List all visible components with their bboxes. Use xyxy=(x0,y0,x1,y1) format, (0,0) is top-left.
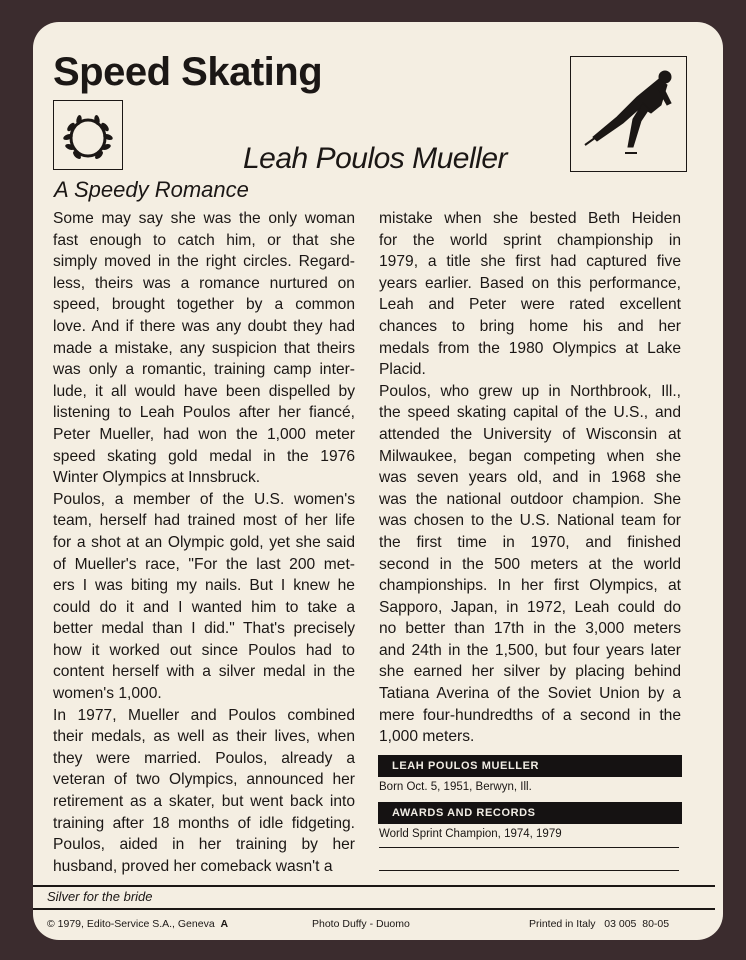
text-line: love. And if there was any doubt they had xyxy=(53,317,355,335)
text-line: their medals, as well as their lives, when xyxy=(53,728,355,746)
text-line: years earlier. Based on this performance, xyxy=(379,274,681,292)
text-line: Some may say she was the only woman xyxy=(53,210,355,227)
text-line: second in the 500 meters at the world xyxy=(379,555,681,573)
text-line: she earned her silver by placing behind xyxy=(379,663,681,681)
left-column-text xyxy=(53,208,355,877)
text-line: Poulos, who grew up in Northbrook, Ill., xyxy=(379,382,681,400)
text-line: was chosen to the U.S. National team for xyxy=(379,512,681,530)
text-line: for a shot at an Olympic gold, yet she said xyxy=(53,533,355,551)
trading-card xyxy=(33,22,723,940)
awards-heading: AWARDS AND RECORDS xyxy=(378,802,682,824)
photo-credit: Photo Duffy - Duomo xyxy=(312,918,410,930)
text-line: was the national outdoor champion. She xyxy=(379,490,681,508)
text-line: retirement as a skater, but went back into xyxy=(53,793,355,811)
text-line: chances to bring home his and her xyxy=(379,317,681,335)
text-line: speed, brought together by a common xyxy=(53,296,355,314)
text-line: made a mistake, any suspicion that theirs xyxy=(53,339,355,357)
text-line: of Mueller's race, "For the last 200 met- xyxy=(53,555,355,573)
text-line: training after 18 months of idle fidgeting. xyxy=(53,814,355,832)
text-line: medals from the 1980 Olympics at Lake xyxy=(379,339,681,357)
copyright-text: © 1979, Edito-Service S.A., Geneva xyxy=(47,918,215,930)
print-info: Printed in Italy 03 005 80-05 xyxy=(529,918,670,930)
sport-title: Speed Skating xyxy=(53,50,323,94)
text-line: Peter Mueller, had won the 1,000 meter xyxy=(53,425,355,443)
divider xyxy=(379,847,679,848)
text-line: 1979, a title she first had captured five xyxy=(379,253,681,271)
text-line: mere four-hundredths of a second in the xyxy=(379,706,681,724)
divider xyxy=(379,870,679,871)
text-line: lude, it all would have been dispelled by xyxy=(53,382,355,400)
divider xyxy=(33,908,715,910)
text-line: they were married. Poulos, already a xyxy=(53,749,355,767)
award-item: World Sprint Champion, 1974, 1979 xyxy=(379,828,562,840)
text-line: Poulos, aided in her training by her xyxy=(53,836,355,854)
text-line: less, theirs was a romance nurtured on xyxy=(53,274,355,292)
text-line: Poulos, a member of the U.S. women's xyxy=(53,490,355,508)
text-line: Sapporo, Japan, in 1972, Leah could do xyxy=(379,598,681,616)
athlete-name: Leah Poulos Mueller xyxy=(243,142,508,175)
text-line: for the world sprint championship in xyxy=(379,231,681,249)
text-line: fast enough to catch him, or that she xyxy=(53,231,355,249)
text-line: and 24th in the 1,500, but four years later xyxy=(379,641,681,659)
text-line: no better than 17th in the 3,000 meters xyxy=(379,620,681,638)
bio-heading: LEAH POULOS MUELLER xyxy=(378,755,682,777)
series-letter: A xyxy=(220,918,229,930)
text-line: Winter Olympics at Innsbruck. xyxy=(53,469,261,487)
birth-info: Born Oct. 5, 1951, Berwyn, Ill. xyxy=(379,781,532,793)
divider xyxy=(33,885,715,887)
speed-skater-icon xyxy=(570,56,687,172)
text-line: Milwaukee, began competing when she xyxy=(379,447,681,465)
text-line: simply moved in the right circles. Regard- xyxy=(53,253,355,271)
text-line: how it worked out since Poulos had to xyxy=(53,641,355,659)
laurel-wreath-icon xyxy=(53,100,123,170)
text-line: content herself with a silver medal in the xyxy=(53,663,355,681)
text-line: veteran of two Olympics, announced her xyxy=(53,771,355,789)
text-line: could do it and I wanted him to take a xyxy=(53,598,355,616)
headline: A Speedy Romance xyxy=(54,177,249,202)
text-line: the first time in 1970, and finished xyxy=(379,533,681,551)
text-line: women's 1,000. xyxy=(53,685,162,703)
text-line: ers I was biting my nails. But I knew he xyxy=(53,577,355,595)
text-line: In 1977, Mueller and Poulos combined xyxy=(53,706,355,724)
caption: Silver for the bride xyxy=(47,889,153,904)
text-line: listening to Leah Poulos after her fiancé, xyxy=(53,404,355,422)
text-line: Placid. xyxy=(379,361,426,379)
text-line: Tatiana Averina of the Soviet Union by a xyxy=(379,685,681,703)
right-column-text xyxy=(379,208,681,748)
text-line: championships. In her first Olympics, at xyxy=(379,577,681,595)
text-line: team, herself had trained most of her life xyxy=(53,512,355,530)
text-line: Leah and Peter were rated excellent xyxy=(379,296,681,314)
copyright xyxy=(47,918,228,930)
text-line: the speed skating capital of the U.S., and xyxy=(379,404,681,422)
text-line: husband, proved her comeback wasn't a xyxy=(53,857,333,875)
text-line: attended the University of Wisconsin at xyxy=(379,425,681,443)
text-line: 1,000 meters. xyxy=(379,728,475,746)
text-line: mistake when she bested Beth Heiden xyxy=(379,210,681,227)
text-line: speed skating gold medal in the 1976 xyxy=(53,447,355,465)
text-line: was only a romantic, training camp inter- xyxy=(53,361,355,379)
text-line: better medal than I did." That's precisely xyxy=(53,620,355,638)
text-line: was seven years old, and in 1968 she xyxy=(379,469,681,487)
